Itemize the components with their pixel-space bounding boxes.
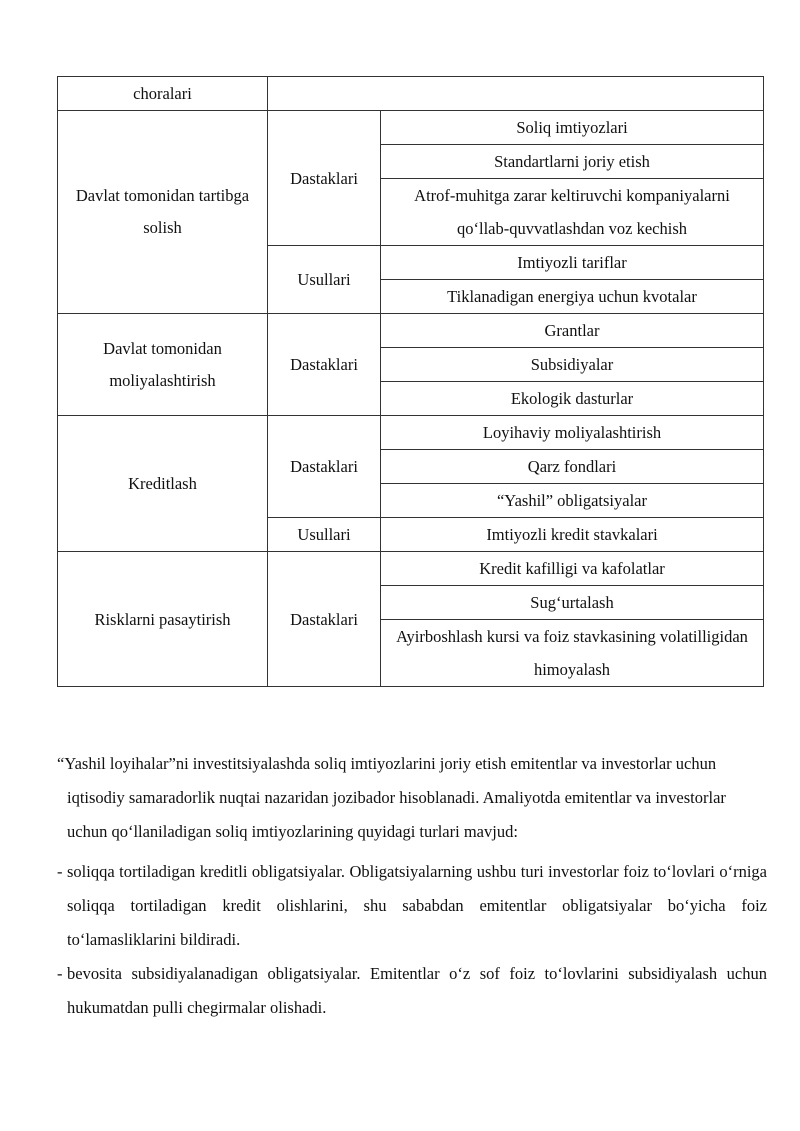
table-row [58,552,764,586]
item-cell: Qarz fondlari [381,450,764,484]
item-cell: Atrof-muhitga zarar keltiruvchi kompaniyalarni qo‘llab-quvvatlashdan voz kechish [381,179,764,246]
type-cell: Usullari [268,246,381,314]
item-cell: Kredit kafilligi va kafolatlar [381,552,764,586]
bullet-marker: - [57,862,63,881]
item-cell: Grantlar [381,314,764,348]
item-cell: Tiklanadigan energiya uchun kvotalar [381,280,764,314]
table-cell-empty [268,77,764,111]
category-cell: Davlat tomonidan tartibga solish [58,111,268,314]
item-cell: “Yashil” obligatsiyalar [381,484,764,518]
table-row [58,77,764,111]
category-cell: Davlat tomonidan moliyalashtirish [58,314,268,416]
item-cell: Subsidiyalar [381,348,764,382]
table-row [58,416,764,450]
type-cell: Dastaklari [268,552,381,687]
type-cell: Dastaklari [268,111,381,246]
bullet-marker: - [57,964,63,983]
intro-paragraph [57,747,767,849]
type-cell: Dastaklari [268,314,381,416]
type-cell: Usullari [268,518,381,552]
category-cell: Kreditlash [58,416,268,552]
table-row [58,314,764,348]
item-cell: Ekologik dasturlar [381,382,764,416]
item-cell: Ayirboshlash kursi va foiz stavkasining volatilligidan himoyalash [381,620,764,687]
list-item [57,957,767,1025]
list-item-text: bevosita subsidiyalanadigan obligatsiyalar. Emitentlar o‘z sof foiz to‘lovlarini subsidiyalash uchun hukumatdan pulli chegirmalar olishadi. [67,964,767,1017]
category-cell: Risklarni pasaytirish [58,552,268,687]
item-cell: Loyihaviy moliyalashtirish [381,416,764,450]
list-item [57,855,767,957]
intro-text: “Yashil loyihalar”ni investitsiyalashda soliq imtiyozlarini joriy etish emitentlar va investorlar uchun iqtisodiy samaradorlik nuqtai nazaridan jozibador hisoblanadi. Amaliyotda emitentlar va investorlar uchun qo‘llaniladigan soliq imtiyozlarining quyidagi turlari mavjud: [57,754,726,841]
bullet-list [57,855,767,1025]
type-cell: Dastaklari [268,416,381,518]
item-cell: Standartlarni joriy etish [381,145,764,179]
measures-table [57,76,764,687]
table-row [58,111,764,145]
item-cell: Soliq imtiyozlari [381,111,764,145]
item-cell: Imtiyozli kredit stavkalari [381,518,764,552]
list-item-text: soliqqa tortiladigan kreditli obligatsiyalar. Obligatsiyalarning ushbu turi investorlar foiz to‘lovlari o‘rniga soliqqa tortiladigan kredit olishlarini, shu sababdan emitentlar obligatsiyalar bo‘yicha foiz to‘lamasliklarini bildiradi. [67,862,767,949]
item-cell: Sug‘urtalash [381,586,764,620]
item-cell: Imtiyozli tariflar [381,246,764,280]
table-cell: choralari [58,77,268,111]
